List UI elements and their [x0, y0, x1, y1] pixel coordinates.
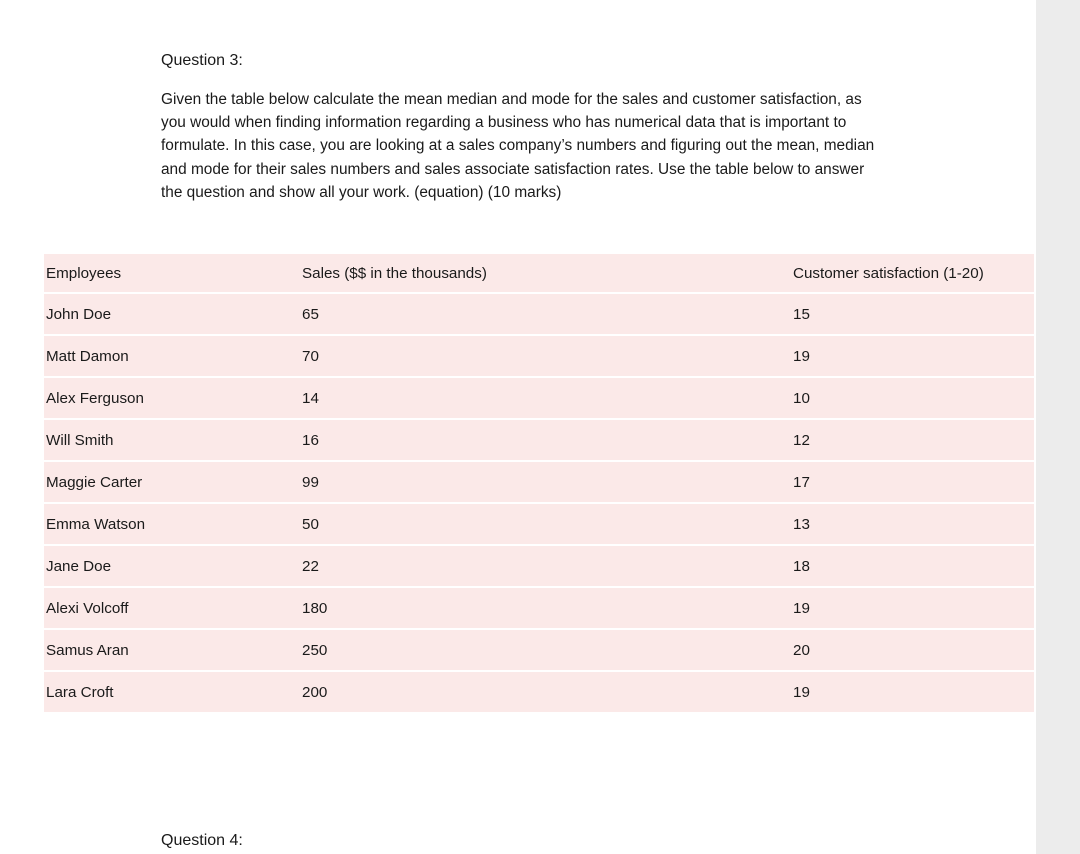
- sales-value: 16: [300, 419, 791, 461]
- employee-name: Matt Damon: [44, 335, 300, 377]
- sales-value: 180: [300, 587, 791, 629]
- header-customer-satisfaction: Customer satisfaction (1-20): [791, 254, 1034, 293]
- employee-name: Alexi Volcoff: [44, 587, 300, 629]
- instruction-line: Given the table below calculate the mean median and mode for the sales and customer satisfaction, as: [161, 91, 862, 108]
- sales-value: 14: [300, 377, 791, 419]
- satisfaction-value: 12: [791, 419, 1034, 461]
- employee-name: Will Smith: [44, 419, 300, 461]
- satisfaction-value: 20: [791, 629, 1034, 671]
- table-row: [44, 419, 1034, 461]
- satisfaction-value: 15: [791, 293, 1034, 335]
- satisfaction-value: 18: [791, 545, 1034, 587]
- question-4-heading: Question 4:: [161, 832, 243, 849]
- table-row: [44, 335, 1034, 377]
- question-3-instructions: [161, 88, 931, 204]
- satisfaction-value: 19: [791, 335, 1034, 377]
- employee-name: Samus Aran: [44, 629, 300, 671]
- table-row: [44, 293, 1034, 335]
- sales-value: 22: [300, 545, 791, 587]
- table-row: [44, 587, 1034, 629]
- satisfaction-value: 19: [791, 671, 1034, 713]
- question-3-heading: Question 3:: [161, 52, 243, 69]
- employee-name: Lara Croft: [44, 671, 300, 713]
- header-sales: Sales ($$ in the thousands): [300, 254, 791, 293]
- instruction-line: the question and show all your work. (equation) (10 marks): [161, 183, 562, 201]
- table-row: [44, 671, 1034, 713]
- employee-name: Emma Watson: [44, 503, 300, 545]
- instruction-line: formulate. In this case, you are looking at a sales company’s numbers and figuring out the mean, median: [161, 137, 875, 155]
- satisfaction-value: 19: [791, 587, 1034, 629]
- instruction-line: you would when finding information regarding a business who has numerical data that is important to: [161, 114, 847, 132]
- table-row: [44, 545, 1034, 587]
- employee-name: Jane Doe: [44, 545, 300, 587]
- header-employees: Employees: [44, 254, 300, 293]
- satisfaction-value: 10: [791, 377, 1034, 419]
- sales-value: 99: [300, 461, 791, 503]
- sales-value: 50: [300, 503, 791, 545]
- instruction-line: and mode for their sales numbers and sales associate satisfaction rates. Use the table below to answer: [161, 160, 865, 178]
- employee-name: John Doe: [44, 293, 300, 335]
- table-row: [44, 461, 1034, 503]
- table-row: [44, 629, 1034, 671]
- satisfaction-value: 13: [791, 503, 1034, 545]
- sales-value: 250: [300, 629, 791, 671]
- employee-name: Alex Ferguson: [44, 377, 300, 419]
- table-header-row: [44, 254, 1034, 293]
- table-row: [44, 503, 1034, 545]
- sales-value: 200: [300, 671, 791, 713]
- employee-name: Maggie Carter: [44, 461, 300, 503]
- satisfaction-value: 17: [791, 461, 1034, 503]
- sales-satisfaction-table: [44, 254, 1034, 714]
- sales-value: 70: [300, 335, 791, 377]
- sales-value: 65: [300, 293, 791, 335]
- table-row: [44, 377, 1034, 419]
